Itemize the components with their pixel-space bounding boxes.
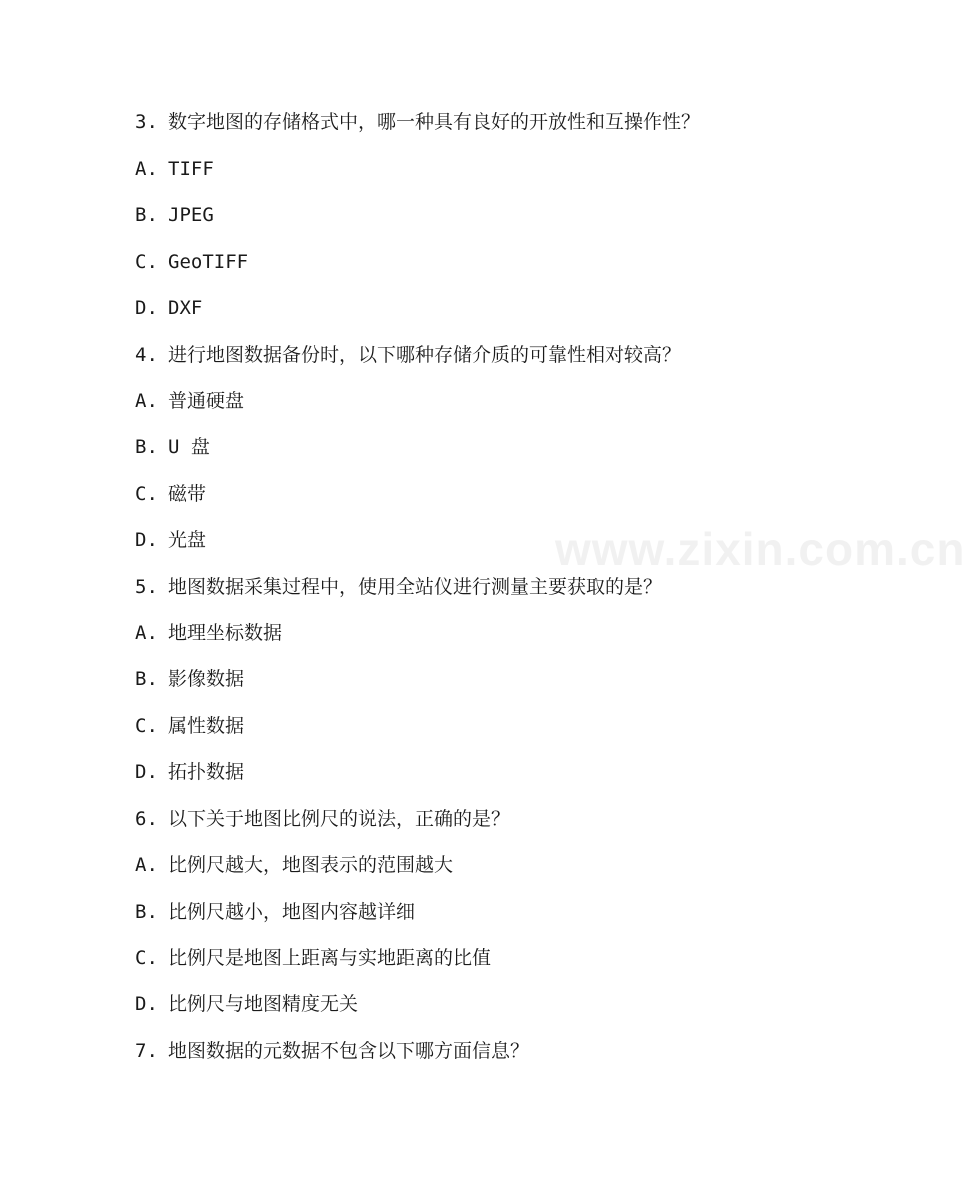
option-label: A. (135, 158, 158, 180)
option-label: B. (135, 204, 158, 226)
question-number: 7. (135, 1040, 158, 1062)
option-text: TIFF (168, 158, 214, 180)
option-text: 比例尺越小，地图内容越详细 (168, 901, 416, 923)
option-text: 比例尺与地图精度无关 (168, 993, 359, 1015)
option-text: JPEG (168, 204, 214, 226)
option-text: 普通硬盘 (168, 390, 245, 412)
option-label: D. (135, 529, 158, 551)
option-3a (135, 154, 214, 184)
option-6a (135, 850, 453, 880)
option-label: C. (135, 251, 158, 273)
option-3b (135, 200, 214, 230)
option-4c (135, 479, 206, 509)
question-5 (135, 572, 662, 602)
option-label: B. (135, 901, 158, 923)
option-label: B. (135, 668, 158, 690)
option-5c (135, 711, 244, 741)
option-label: A. (135, 390, 158, 412)
option-text: 比例尺是地图上距离与实地距离的比值 (168, 947, 492, 969)
question-number: 4. (135, 344, 158, 366)
option-3d (135, 293, 202, 323)
option-text: GeoTIFF (168, 251, 249, 273)
option-label: C. (135, 947, 158, 969)
option-6d (135, 989, 358, 1019)
question-number: 5. (135, 576, 158, 598)
option-4b (135, 432, 210, 462)
option-label: D. (135, 297, 158, 319)
option-text: U 盘 (168, 436, 210, 458)
option-text: DXF (168, 297, 203, 319)
question-text: 地图数据的元数据不包含以下哪方面信息？ (168, 1040, 530, 1062)
option-text: 光盘 (168, 529, 207, 551)
option-text: 比例尺越大，地图表示的范围越大 (168, 854, 454, 876)
question-number: 3. (135, 111, 158, 133)
option-4d (135, 525, 206, 555)
option-label: B. (135, 436, 158, 458)
question-4 (135, 340, 681, 370)
question-text: 地图数据采集过程中，使用全站仪进行测量主要获取的是？ (168, 576, 663, 598)
option-6b (135, 897, 415, 927)
option-label: A. (135, 854, 158, 876)
question-6 (135, 804, 510, 834)
option-text: 影像数据 (168, 668, 245, 690)
question-7 (135, 1036, 529, 1066)
question-text: 进行地图数据备份时，以下哪种存储介质的可靠性相对较高？ (168, 344, 682, 366)
option-text: 拓扑数据 (168, 761, 245, 783)
option-label: D. (135, 993, 158, 1015)
option-text: 磁带 (168, 483, 207, 505)
option-text: 地理坐标数据 (168, 622, 283, 644)
option-3c (135, 247, 248, 277)
question-text: 数字地图的存储格式中，哪一种具有良好的开放性和互操作性？ (168, 111, 701, 133)
watermark: www.zixin.com.cn (555, 523, 965, 575)
question-number: 6. (135, 808, 158, 830)
option-5a (135, 618, 282, 648)
option-text: 属性数据 (168, 715, 245, 737)
option-label: A. (135, 622, 158, 644)
option-label: C. (135, 715, 158, 737)
option-5d (135, 757, 244, 787)
option-5b (135, 664, 244, 694)
option-4a (135, 386, 244, 416)
question-text: 以下关于地图比例尺的说法，正确的是？ (168, 808, 511, 830)
option-label: D. (135, 761, 158, 783)
option-label: C. (135, 483, 158, 505)
option-6c (135, 943, 491, 973)
question-3 (135, 107, 700, 137)
